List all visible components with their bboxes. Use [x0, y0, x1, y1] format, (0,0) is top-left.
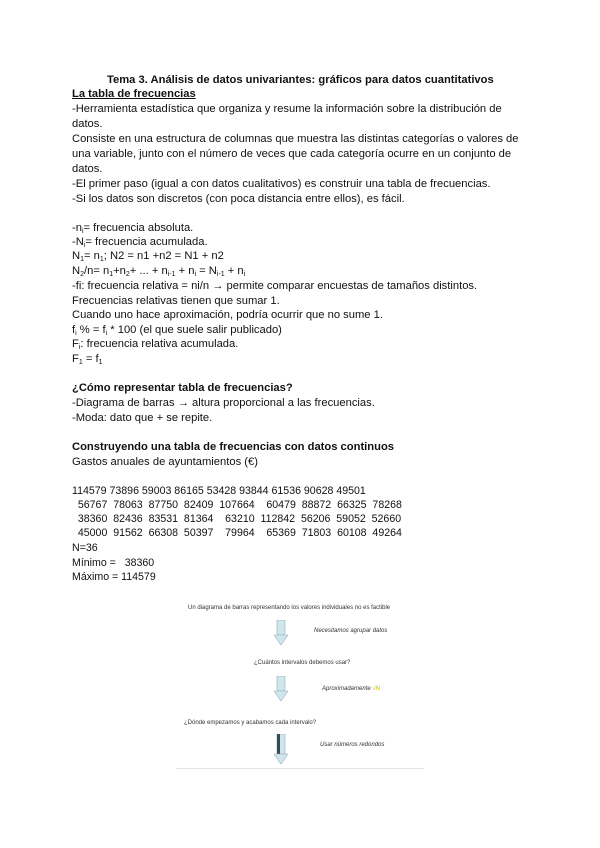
definition-relative-frequency: -fi: frecuencia relativa = ni/n → permite comparar encuestas de tamaños distintos.: [72, 280, 478, 292]
page-title: Tema 3. Análisis de datos univariantes: gráficos para datos cuantitativos: [107, 74, 494, 86]
formula-line: $f_i$ % = $f_i * 100$ (el que suele salir publicado): [72, 324, 282, 337]
flowchart-answer-3: Usar números redondos: [320, 742, 385, 748]
figure-divider: [176, 768, 424, 769]
paragraph-line: Cuando uno hace aproximación, podría ocurrir que no sume 1.: [72, 309, 383, 321]
down-arrow-icon: [274, 620, 288, 646]
paragraph-line: -Diagrama de barras → altura proporcional a las frecuencias.: [72, 397, 375, 409]
maximum-value: Máximo = 114579: [72, 571, 156, 583]
flowchart-question-2: ¿Cuántos intervalos debemos usar?: [254, 660, 351, 666]
data-row: 114579 73896 59003 86165 53428 93844 61536 90628 49501: [72, 485, 366, 497]
formula-line: $F_1 = f_1$: [72, 353, 103, 366]
down-arrow-icon: [274, 734, 288, 766]
section-heading-representation: ¿Cómo representar tabla de frecuencias?: [72, 382, 293, 394]
paragraph-line: -El primer paso (igual a con datos cualitativos) es construir una tabla de frecuencias.: [72, 178, 491, 190]
sample-size: N=36: [72, 542, 98, 554]
paragraph-line: -Si los datos son discretos (con poca distancia entre ellos), es fácil.: [72, 193, 405, 205]
paragraph-line: -Herramienta estadística que organiza y resume la información sobre la distribución de: [72, 103, 502, 115]
paragraph-line: Consiste en una estructura de columnas que muestra las distintas categorías o valores de: [72, 133, 519, 145]
paragraph-line: una variable, junto con el número de veces que cada categoría ocurre en un conjunto de: [72, 148, 512, 160]
paragraph-line: datos.: [72, 163, 103, 175]
section-heading-continuous: Construyendo una tabla de frecuencias con datos continuos: [72, 441, 395, 453]
paragraph-line: datos.: [72, 118, 103, 130]
flowchart-question-1: Un diagrama de barras representando los valores individuales no es factible: [188, 605, 391, 611]
down-arrow-icon: [274, 676, 288, 702]
section-heading-frequency-table: La tabla de frecuencias: [72, 88, 196, 100]
paragraph-line: Frecuencias relativas tienen que sumar 1.: [72, 295, 280, 307]
minimum-value: Mínimo = 38360: [72, 557, 155, 569]
paragraph-line: -Moda: dato que + se repite.: [72, 412, 213, 424]
flowchart-figure: [176, 598, 424, 770]
definition-cumulative-frequency: $-N_i=$ frecuencia acumulada.: [72, 236, 208, 249]
definition-cumulative-relative: $F_i$: frecuencia relativa acumulada.: [72, 338, 239, 351]
formula-line: $N_2/n= n_1+n_2+$ ... + $n_{i-1} + n_i = N_{i-1} + n_i$: [72, 265, 246, 278]
formula-line: $N_1= n_1$; N2 = n1 +n2 = N1 + n2: [72, 250, 224, 263]
flowchart-answer-1: Necesitamos agrupar datos: [314, 628, 388, 634]
data-row: 56767 78063 87750 82409 107664 60479 88872 66325 78268: [72, 499, 402, 511]
data-subtitle: Gastos anuales de ayuntamientos (€): [72, 456, 258, 468]
definition-absolute-frequency: $-n_i=$ frecuencia absoluta.: [72, 222, 194, 235]
data-row: 38360 82436 83531 81364 63210 112842 56206 59052 52660: [72, 513, 402, 525]
data-row: 45000 91562 66308 50397 79964 65369 71803 60108 49264: [72, 527, 402, 539]
flowchart-answer-2: Aproximadamente √N: [322, 686, 380, 692]
flowchart-question-3: ¿Dónde empezamos y acabamos cada intervalo?: [184, 720, 317, 726]
